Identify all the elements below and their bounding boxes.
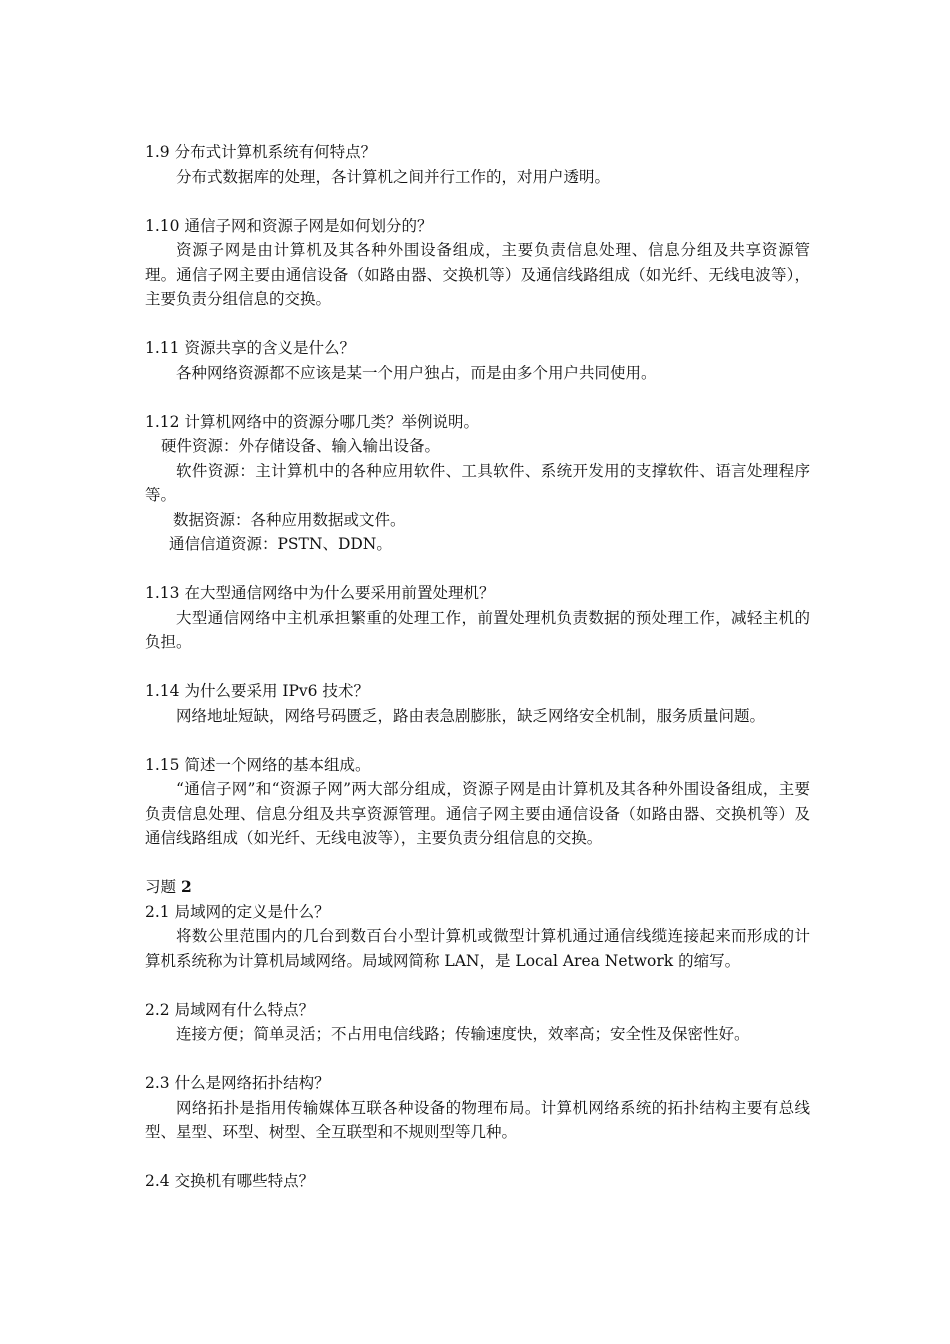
answer-2-2: 连接方便；简单灵活；不占用电信线路；传输速度快，效率高；安全性及保密性好。	[176, 1025, 750, 1043]
answer-2-3: 网络拓扑是指用传输媒体互联各种设备的物理布局。计算机网络系统的拓扑结构主要有总线型、星型、环型、树型、全互联型和不规则型等几种。	[145, 1098, 810, 1141]
question-1-9: 1.9 分布式计算机系统有何特点？	[145, 143, 377, 161]
spacer	[145, 312, 810, 337]
question-1-15: 1.15 简述一个网络的基本组成。	[145, 755, 371, 774]
question-1-14: 1.14 为什么要采用 IPv6 技术？	[145, 682, 369, 700]
spacer	[145, 189, 810, 214]
answer-1-13: 大型通信网络中主机承担繁重的处理工作，前置处理机负责数据的预处理工作，减轻主机的负担。	[145, 608, 810, 651]
question-2-4: 2.4 交换机有哪些特点？	[145, 1172, 315, 1190]
spacer	[145, 851, 810, 876]
spacer	[145, 973, 810, 998]
answer-1-14: 网络地址短缺，网络号码匮乏，路由表急剧膨胀，缺乏网络安全机制，服务质量问题。	[176, 706, 766, 725]
answer-1-10: 资源子网是由计算机及其各种外围设备组成，主要负责信息处理、信息分组及共享资源管理。通信子网主要由通信设备（如路由器、交换机等）及通信线路组成（如光纤、无线电波等），主要负责分组信息的交换。	[145, 241, 810, 308]
answer-1-9: 分布式数据库的处理，各计算机之间并行工作的，对用户透明。	[176, 167, 611, 186]
question-2-3: 2.3 什么是网络拓扑结构？	[145, 1074, 330, 1092]
spacer	[145, 1145, 810, 1170]
answer-2-1: 将数公里范围内的几台到数百台小型计算机或微型计算机通过通信线缆连接起来而形成的计算机系统称为计算机局域网络。局域网简称 LAN，是 Local Area Network 的缩写。	[145, 927, 810, 970]
question-2-2: 2.2 局域网有什么特点？	[145, 1000, 315, 1019]
question-2-1: 2.1 局域网的定义是什么？	[145, 902, 330, 921]
spacer	[145, 385, 810, 410]
answer-1-12-software: 软件资源：主计算机中的各种应用软件、工具软件、系统开发用的支撑软件、语言处理程序等。	[145, 461, 810, 504]
question-1-12: 1.12 计算机网络中的资源分哪几类？举例说明。	[145, 412, 479, 431]
spacer	[145, 655, 810, 680]
chapter-label: 习题	[145, 878, 181, 896]
chapter-heading	[145, 875, 810, 900]
answer-1-12-channel: 通信信道资源：PSTN、DDN。	[169, 535, 392, 553]
spacer	[145, 1047, 810, 1072]
spacer	[145, 728, 810, 753]
question-1-10: 1.10 通信子网和资源子网是如何划分的？	[145, 216, 433, 235]
document-content	[145, 140, 810, 1194]
spacer	[145, 557, 810, 582]
chapter-number: 2	[180, 877, 192, 896]
question-1-11: 1.11 资源共享的含义是什么？	[145, 339, 355, 357]
answer-1-15: “通信子网”和“资源子网”两大部分组成，资源子网是由计算机及其各种外围设备组成，主要负责信息处理、信息分组及共享资源管理。通信子网主要由通信设备（如路由器、交换机等）及通信线路组成（如光纤、无线电波等），主要负责分组信息的交换。	[145, 780, 810, 847]
question-1-13: 1.13 在大型通信网络中为什么要采用前置处理机？	[145, 584, 495, 602]
answer-1-11: 各种网络资源都不应该是某一个用户独占，而是由多个用户共同使用。	[176, 363, 657, 382]
answer-1-12-hardware: 硬件资源：外存储设备、输入输出设备。	[161, 437, 441, 455]
answer-1-12-data: 数据资源：各种应用数据或文件。	[173, 510, 406, 529]
